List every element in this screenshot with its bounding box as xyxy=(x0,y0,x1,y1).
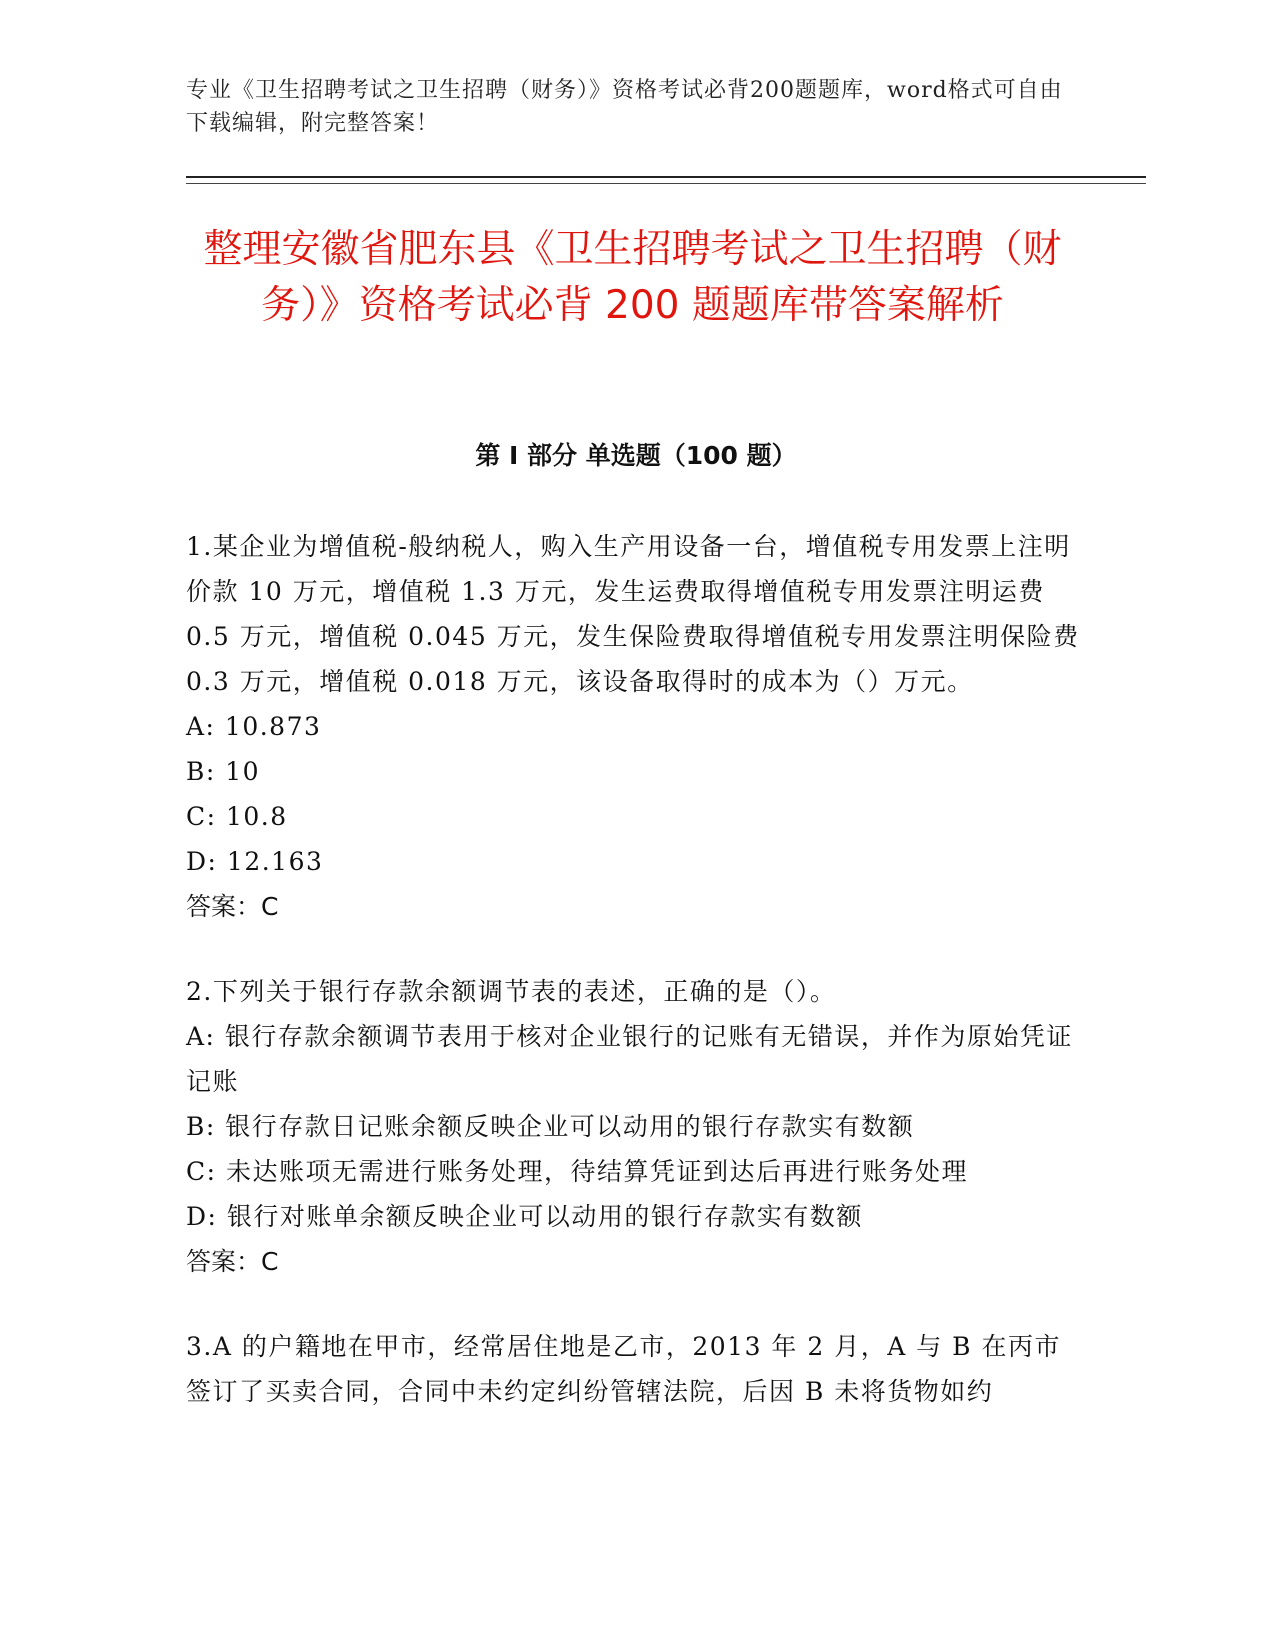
question-stem: 2.下列关于银行存款余额调节表的表述，正确的是（）。 xyxy=(186,977,837,1006)
question-3 xyxy=(186,1324,1086,1414)
option-c: C: 未达账项无需进行账务处理，待结算凭证到达后再进行账务处理 xyxy=(186,1157,969,1186)
header-note: 专业《卫生招聘考试之卫生招聘（财务）》资格考试必背200题题库，word格式可自由下载编辑，附完整答案！ xyxy=(186,78,1063,136)
option-a: A: 10.873 xyxy=(186,712,322,741)
header-divider-thick xyxy=(186,176,1146,178)
document-title: 整理安徽省肥东县《卫生招聘考试之卫生招聘（财务）》资格考试必背 200 题题库带答案解析 xyxy=(203,227,1062,328)
section-heading: 第 I 部分 单选题（100 题） xyxy=(475,441,797,470)
answer-line: 答案：C xyxy=(186,892,279,921)
question-1 xyxy=(186,524,1086,929)
option-c: C: 10.8 xyxy=(186,802,288,831)
option-d: D: 银行对账单余额反映企业可以动用的银行存款实有数额 xyxy=(186,1202,863,1231)
answer-line: 答案：C xyxy=(186,1247,279,1276)
question-stem: 3.A 的户籍地在甲市，经常居住地是乙市，2013 年 2 月，A 与 B 在丙市签订了买卖合同，合同中未约定纠纷管辖法院，后因 B 未将货物如约 xyxy=(186,1332,1061,1406)
question-2 xyxy=(186,969,1086,1284)
option-b: B: 10 xyxy=(186,757,261,786)
option-a: A: 银行存款余额调节表用于核对企业银行的记账有无错误，并作为原始凭证记账 xyxy=(186,1022,1073,1096)
option-d: D: 12.163 xyxy=(186,847,324,876)
question-stem: 1.某企业为增值税-般纳税人，购入生产用设备一台，增值税专用发票上注明价款 10 万元，增值税 1.3 万元，发生运费取得增值税专用发票注明运费 0.5 万元，增值税 0.045 万元，发生保险费取得增值税专用发票注明保险费 0.3 万元，增值税 0.018 万元，该设备取得时的成本为（）万元。 xyxy=(186,532,1080,696)
header-divider-thin xyxy=(186,183,1146,184)
option-b: B: 银行存款日记账余额反映企业可以动用的银行存款实有数额 xyxy=(186,1112,915,1141)
question-list xyxy=(186,524,1086,1454)
